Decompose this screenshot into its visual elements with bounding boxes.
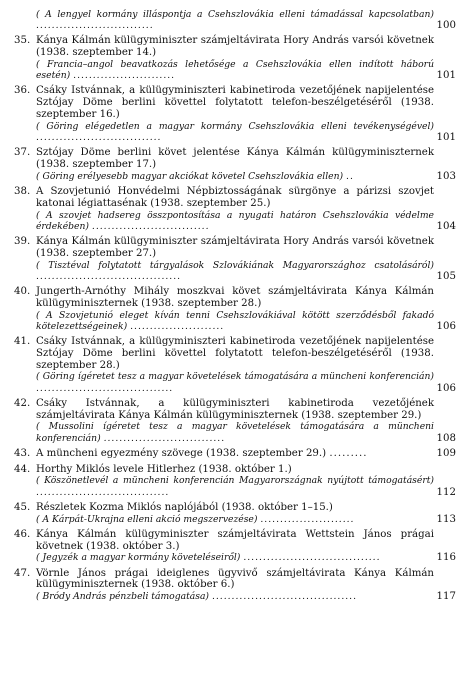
toc-entry-page: 112 [436, 486, 456, 498]
toc-entry-page: 106 [436, 382, 456, 394]
toc-entry-number: 47. [14, 567, 31, 579]
toc-entry-title: Kánya Kálmán külügyminiszter számjeltávirata Hory András varsói követnek (1938. szeptember 27.) [36, 236, 434, 259]
toc-entry-description: ( A lengyel kormány illáspontja a Csehszlovákia elleni támadással kapcsolatban) .............................. [36, 9, 434, 32]
toc-entry-page: 105 [436, 270, 456, 282]
toc-entry [14, 286, 456, 332]
toc-entry-page: 113 [436, 513, 456, 525]
toc-entry-title: Vörnle János prágai ideiglenes ügyvivő számjeltávirata Kánya Kálmán külügyminiszternek (1938. október 6.) [36, 567, 434, 591]
toc-entry-title: Csáky Istvánnak, a külügyminiszteri kabinetiroda vezetőjének napijelentése Sztójay Döme berlini követtel folytatott telefon-beszélgetéséről (1938. szeptember 16.) [36, 85, 434, 120]
toc-entry-page: 100 [436, 20, 456, 32]
toc-entry-page: 103 [436, 170, 456, 182]
toc-entry-title: Kánya Kálmán külügyminiszter számjeltávirata Wettstein János prágai követnek (1938. október 3.) [36, 528, 434, 552]
toc-entry [14, 464, 456, 498]
toc-entry-number: 36. [14, 85, 31, 97]
toc-entry-number: 38. [14, 186, 31, 197]
toc-entry [14, 147, 456, 182]
toc-entry-number: 39. [14, 236, 31, 247]
toc-entry-number: 40. [14, 286, 31, 297]
toc-entry-title: Horthy Miklós levele Hitlerhez (1938. október 1.) [36, 463, 292, 475]
toc-entry [14, 336, 456, 394]
toc-entry-number: 35. [14, 35, 31, 47]
toc-entry [14, 502, 456, 525]
toc-entry-title: Részletek Kozma Miklós naplójából (1938. október 1–15.) [36, 501, 333, 513]
toc-entry-number: 43. [14, 447, 31, 459]
toc-entry-page: 104 [436, 220, 456, 232]
toc-entry-description: ( Göring ígéretet tesz a magyar követelések támogatására a müncheni konferencián) ................................... [36, 371, 434, 394]
toc-entry-title: A Szovjetunió Honvédelmi Népbiztosságának sürgönye a párizsi szovjet katonai légiattasénak (1938. szeptember 25.) [36, 186, 434, 209]
toc-entry-page: 106 [436, 320, 456, 332]
toc-entry-title: Csáky Istvánnak, a külügyminiszteri kabinetiroda vezetőjének napijelentése Sztójay Döme berlini követtel folytatott telefon-beszélgetéséről (1938. szeptember 28.) [36, 336, 434, 371]
toc-entry-description: ( A szovjet hadsereg összpontosítása a nyugati határon Csehszlovákia védelme érdekében) .............................. [36, 209, 434, 232]
toc-entry-description: ( Köszönetlevél a müncheni konferencián Magyarországnak nyújtott támogatásért) .................................. [36, 475, 434, 498]
toc-entry [14, 398, 456, 444]
toc-entry [14, 35, 456, 81]
toc-entry-number: 42. [14, 397, 31, 409]
toc-entry-number: 46. [14, 528, 31, 540]
toc-entry-description: ( Tisztéval folytatott tárgyalások Szlovákiának Magyarországhoz csatolásáról) ..................................... [36, 259, 434, 282]
toc-entry-description: ( A Szovjetunió eleget kíván tenni Csehszlovákiával kötött szerződésből fakadó kötelezettségeinek) ........................ [36, 309, 434, 332]
toc-entry-page: 117 [436, 591, 456, 603]
toc-entry-description: ( Göring erélyesebb magyar akciókat követel Csehszlovákia ellen) .. [36, 170, 354, 182]
toc-entry-title: Sztójay Döme berlini követ jelentése Kánya Kálmán külügyminiszternek (1938. szeptember 17.) [36, 147, 434, 170]
toc-entry-page: 101 [436, 132, 456, 143]
toc-entry-number: 37. [14, 147, 31, 159]
toc-entry-page: 101 [436, 70, 456, 82]
toc-entry [14, 85, 456, 143]
toc-entry-description: ( Francia–angol beavatkozás lehetősége a Csehszlovákia ellen indított háború esetén) .......................... [36, 59, 434, 82]
table-of-contents [14, 9, 456, 606]
toc-entry-title: A müncheni egyezmény szövege (1938. szeptember 29.) [36, 447, 327, 459]
toc-entry [14, 529, 456, 564]
toc-entry-number: 45. [14, 501, 31, 513]
toc-entry-page: 116 [436, 552, 456, 564]
toc-entry-title: Csáky Istvánnak, a külügyminiszteri kabinetiroda vezetőjének számjeltávirata Kánya Kálmán külügyminiszternek (1938. szeptember 29.) [36, 397, 434, 421]
toc-entry-description: ( Mussolini ígéretet tesz a magyar követelések támogatására a müncheni konferencián) ............................... [36, 421, 434, 444]
toc-entry-title: Kánya Kálmán külügyminiszter számjeltávirata Hory András varsói követnek (1938. szeptember 14.) [36, 35, 434, 59]
toc-entry-description: ( Bródy András pénzbeli támogatása) ..................................... [36, 591, 358, 603]
toc-entry-description: ( Jegyzék a magyar kormány követeléseiről) ................................... [36, 552, 381, 564]
toc-entry [14, 236, 456, 282]
toc-entry-number: 41. [14, 336, 31, 347]
toc-entry-number: 44. [14, 463, 31, 475]
toc-entry-title: Jungerth-Arnóthy Mihály moszkvai követ számjeltávirata Kánya Kálmán külügyminiszternek (1938. szeptember 28.) [36, 286, 434, 309]
toc-entry-page: 108 [436, 432, 456, 444]
toc-entry [14, 568, 456, 603]
toc-entry-description: ( A Kárpát-Ukrajna elleni akció megszervezése) ........................ [36, 513, 355, 525]
toc-entry [14, 186, 456, 232]
toc-entry-description: ( Göring elégedetlen a magyar kormány Csehszlovákia elleni tevékenységével) ................................ [36, 120, 434, 143]
toc-entry: 43. A müncheni egyezmény szövege (1938. szeptember 29.) ......... 109 [14, 447, 456, 460]
toc-entry [14, 9, 456, 31]
toc-entry-page: 109 [436, 448, 456, 460]
